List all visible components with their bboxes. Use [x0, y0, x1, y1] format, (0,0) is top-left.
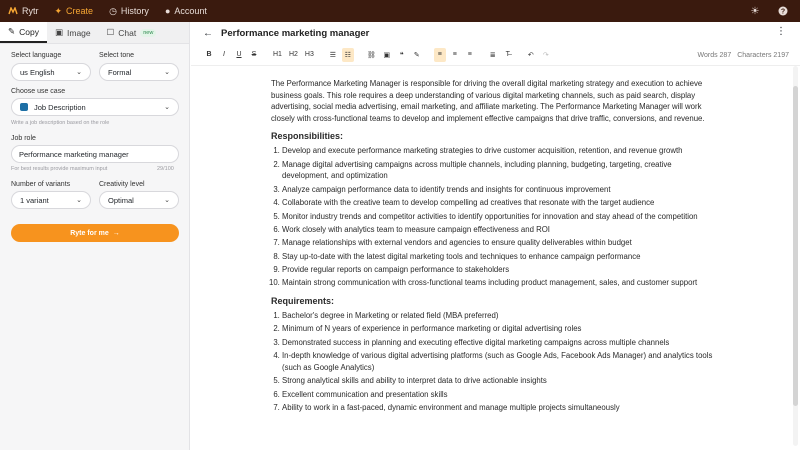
nav-account-label: Account — [174, 6, 207, 16]
formatting-toolbar — [191, 44, 800, 66]
nav-history[interactable] — [101, 0, 157, 22]
underline-button[interactable]: U — [236, 51, 242, 58]
align-justify-icon[interactable]: ≣ — [489, 51, 496, 59]
align-left-icon[interactable]: ≡ — [434, 48, 446, 62]
nav-create-label: Create — [66, 6, 94, 16]
italic-button[interactable]: I — [223, 51, 225, 58]
chevron-down-icon: ⌄ — [164, 104, 170, 111]
sun-icon: ☀ — [750, 5, 760, 17]
tab-image[interactable] — [47, 22, 99, 43]
nav-account[interactable] — [157, 0, 215, 22]
use-case-select[interactable] — [11, 98, 179, 116]
align-center-icon[interactable]: ≡ — [452, 51, 457, 58]
document-body[interactable] — [271, 78, 717, 420]
more-options-icon[interactable]: ⋮ — [776, 26, 786, 37]
responsibilities-list — [271, 145, 717, 289]
list-item: 10. Maintain strong communication with cross-functional teams including product management, sales, and customer support — [282, 277, 717, 289]
tone-label: Select tone — [99, 52, 135, 59]
list-item: 5. Strong analytical skills and ability to interpret data to drive actionable insights — [282, 375, 717, 387]
align-right-icon[interactable]: ≡ — [467, 51, 472, 58]
creativity-value: Optimal — [108, 195, 134, 205]
job-role-count: 29/100 — [157, 166, 174, 172]
link-icon[interactable]: ⛓ — [366, 51, 376, 59]
list-item: 9. Provide regular reports on campaign performance to stakeholders — [282, 264, 717, 276]
list-item: 1. Bachelor's degree in Marketing or related field (MBA preferred) — [282, 310, 717, 322]
left-panel — [0, 22, 190, 450]
list-item: 7. Manage relationships with external vendors and agencies to ensure quality deliverables within budget — [282, 237, 717, 249]
list-item: 8. Stay up-to-date with the latest digital marketing tools and techniques to enhance campaign performance — [282, 251, 717, 263]
job-role-label: Job role — [11, 135, 36, 142]
bold-button[interactable]: B — [206, 51, 212, 58]
editor-area — [191, 22, 800, 450]
chevron-down-icon: ⌄ — [76, 69, 82, 76]
character-count: Characters 2197 — [737, 51, 789, 59]
history-icon: ◷ — [109, 5, 117, 16]
arrow-right-icon: → — [112, 229, 120, 237]
variants-select[interactable] — [11, 191, 91, 209]
brand[interactable] — [0, 0, 47, 22]
image-insert-icon[interactable]: ▣ — [383, 51, 391, 59]
svg-text:?: ? — [780, 8, 786, 16]
requirements-heading: Requirements: — [271, 296, 335, 307]
tab-copy-label: Copy — [19, 26, 39, 37]
quote-icon[interactable]: ❝ — [399, 51, 404, 59]
chevron-down-icon: ⌄ — [164, 69, 170, 76]
language-value: us English — [20, 67, 55, 77]
briefcase-icon — [20, 103, 28, 111]
heading1-button[interactable]: H1 — [273, 51, 282, 58]
help-button[interactable] — [772, 0, 794, 22]
tab-image-label: Image — [67, 27, 91, 38]
numbered-list-icon[interactable]: ☷ — [342, 48, 354, 62]
top-bar — [0, 0, 800, 22]
creativity-select[interactable] — [99, 191, 179, 209]
creativity-label: Creativity level — [99, 181, 145, 188]
highlight-icon[interactable]: ✎ — [413, 51, 420, 59]
image-icon: ▣ — [54, 27, 63, 37]
job-role-input[interactable] — [11, 145, 179, 163]
list-item: 6. Work closely with analytics team to measure campaign effectiveness and ROI — [282, 224, 717, 236]
clear-format-icon[interactable]: T̶ — [505, 51, 510, 58]
document-counts — [698, 44, 790, 66]
editor-scrollbar[interactable] — [793, 66, 798, 446]
use-case-label: Choose use case — [11, 88, 66, 95]
language-select[interactable] — [11, 63, 91, 81]
document-title[interactable]: Performance marketing manager — [221, 27, 370, 39]
job-role-value: Performance marketing manager — [19, 149, 129, 159]
list-item: 4. Collaborate with the creative team to develop compelling ad creatives that resonate with the target audience — [282, 197, 717, 209]
theme-toggle-button[interactable] — [744, 0, 766, 22]
back-arrow-icon[interactable]: ← — [203, 27, 213, 39]
tab-chat-label: Chat — [118, 27, 137, 38]
sparkle-icon: ✦ — [54, 5, 63, 16]
rytr-logo-icon — [8, 7, 18, 15]
use-case-value: Job Description — [34, 102, 86, 112]
word-count: Words 287 — [697, 51, 732, 59]
variants-label: Number of variants — [11, 181, 71, 188]
list-item: 4. In-depth knowledge of various digital advertising platforms (such as Google Ads, Facebook Ads Manager) and analytics tools (such as Google Analytics) — [282, 350, 717, 373]
help-icon — [778, 6, 788, 16]
chevron-down-icon: ⌄ — [76, 197, 82, 204]
intro-paragraph: The Performance Marketing Manager is responsible for driving the overall digital marketing strategy and execution to achieve business goals. This role requires a deep understanding of various digital marketing channels, such as paid search, display advertising, social media advertising, email marketing, and affiliate marketing. The Performance Marketing Manager will work closely with cross-functional teams to develop and implement effective campaigns that drive traffic, conversions, and revenue. — [271, 79, 705, 123]
copy-icon: ✎ — [8, 26, 16, 36]
list-item: 2. Manage digital advertising campaigns across multiple channels, including planning, budgeting, targeting, creative development, and optimization — [282, 159, 717, 182]
job-role-hint: For best results provide maximum input — [11, 166, 108, 172]
list-item: 7. Ability to work in a fast-paced, dynamic environment and manage multiple projects simultaneously — [282, 402, 717, 414]
scrollbar-thumb[interactable] — [793, 86, 798, 406]
list-item: 5. Monitor industry trends and competitor activities to identify opportunities for innovation and stay ahead of the competition — [282, 211, 717, 223]
language-label: Select language — [11, 52, 62, 59]
tab-copy[interactable] — [0, 22, 47, 43]
nav-create[interactable] — [47, 0, 102, 22]
nav-history-label: History — [120, 6, 149, 16]
heading3-button[interactable]: H3 — [304, 51, 314, 58]
list-item: 6. Excellent communication and presentation skills — [282, 389, 717, 401]
ryte-for-me-button[interactable] — [11, 224, 179, 242]
new-badge: new — [140, 29, 156, 37]
tab-chat[interactable] — [99, 22, 165, 43]
variants-value: 1 variant — [20, 195, 49, 205]
chevron-down-icon: ⌄ — [164, 197, 170, 204]
bullet-list-icon[interactable]: ☰ — [329, 51, 336, 59]
requirements-list — [271, 310, 717, 414]
responsibilities-heading: Responsibilities: — [271, 131, 344, 142]
doc-header — [191, 22, 800, 44]
list-item: 2. Minimum of N years of experience in performance marketing or digital advertising roles — [282, 323, 717, 335]
tone-select[interactable] — [99, 63, 179, 81]
redo-icon[interactable]: ↷ — [542, 51, 549, 59]
use-case-value-wrap — [20, 103, 86, 112]
list-item: 3. Analyze campaign performance data to identify trends and insights for continuous improvement — [282, 184, 717, 196]
heading2-button[interactable]: H2 — [288, 51, 298, 58]
left-tabs — [0, 22, 189, 44]
cta-label: Ryte for me — [70, 229, 109, 237]
brand-name: Rytr — [22, 6, 39, 16]
user-icon: ● — [164, 6, 171, 16]
use-case-hint: Write a job description based on the role — [11, 120, 110, 126]
strikethrough-button[interactable]: S — [251, 51, 257, 58]
chat-icon: ☐ — [106, 27, 115, 37]
tone-value: Formal — [108, 67, 132, 77]
list-item: 3. Demonstrated success in planning and executing effective digital marketing campaigns across multiple channels — [282, 337, 717, 349]
list-item: 1. Develop and execute performance marketing strategies to drive customer acquisition, retention, and revenue growth — [282, 145, 717, 157]
undo-icon[interactable]: ↶ — [527, 51, 534, 59]
